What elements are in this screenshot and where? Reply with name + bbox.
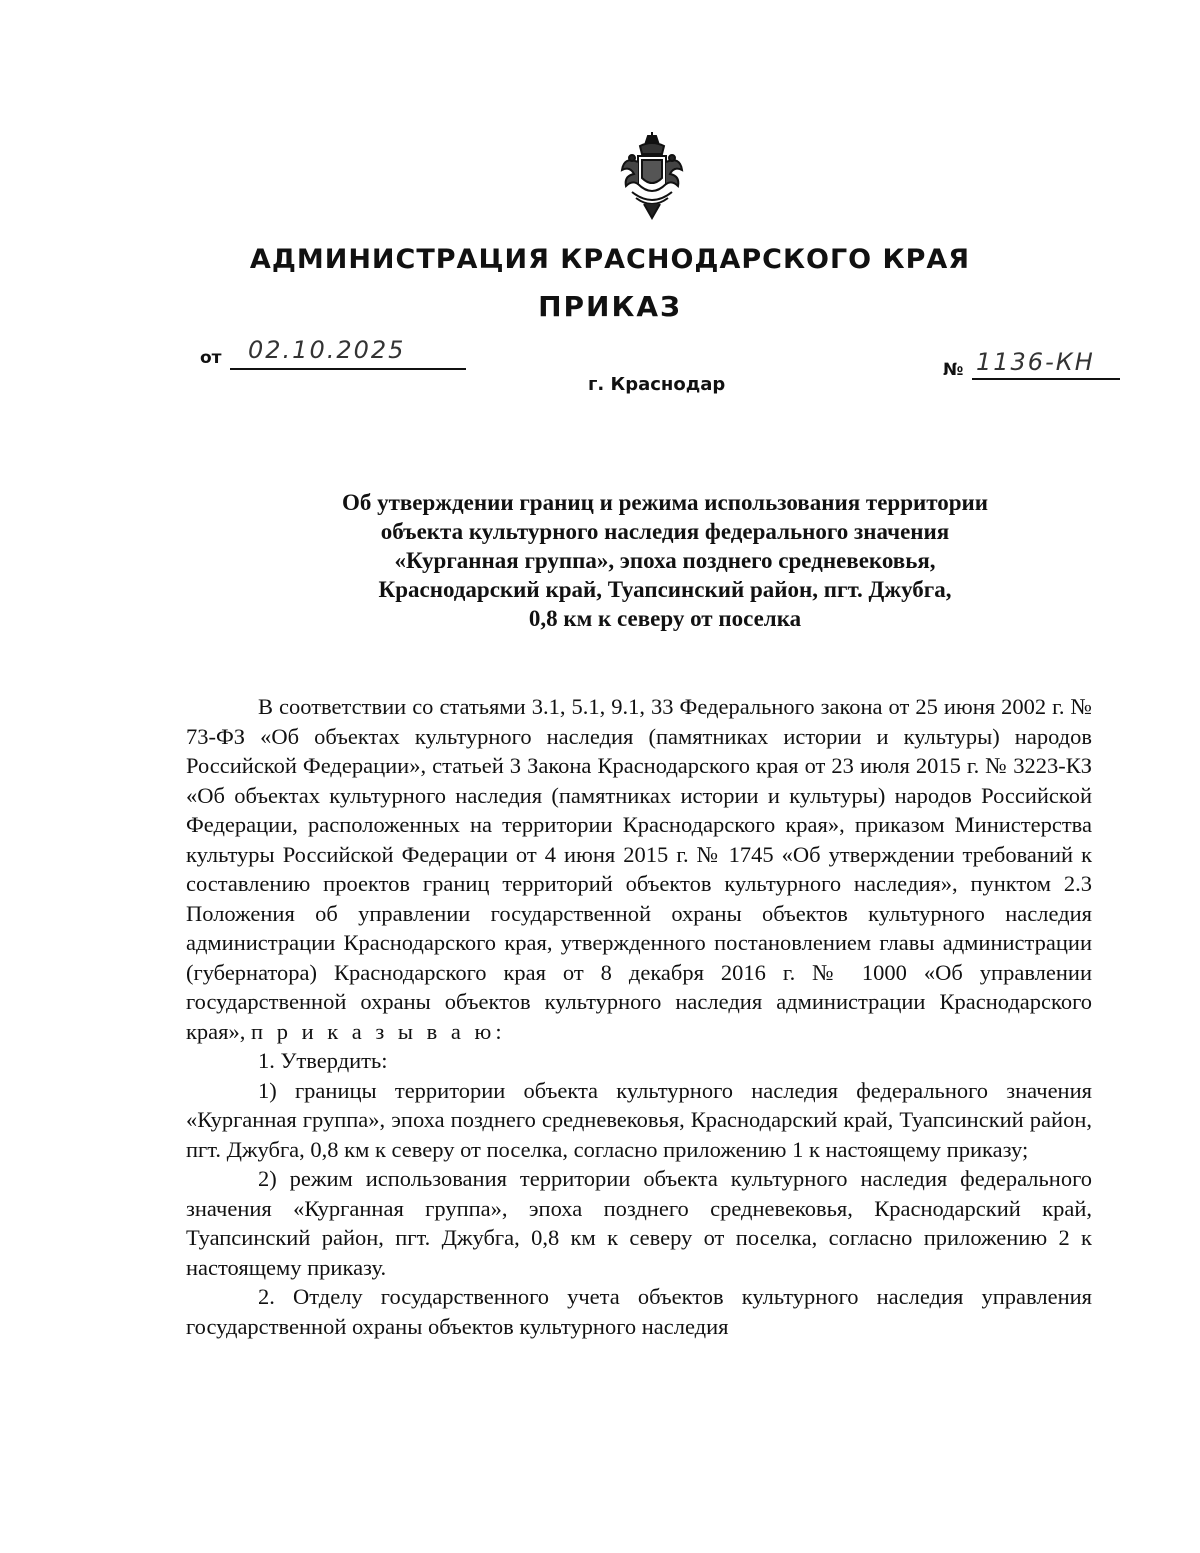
title-line: Краснодарский край, Туапсинский район, пгт. Джубга, <box>378 577 952 602</box>
date-value: 02.10.2025 <box>248 336 406 364</box>
org-name: АДМИНИСТРАЦИЯ КРАСНОДАРСКОГО КРАЯ <box>249 244 971 275</box>
title-line: объекта культурного наследия федерального значения <box>380 519 950 544</box>
preamble-paragraph <box>186 692 1092 1046</box>
title-line: Об утверждении границ и режима использования территории <box>341 490 989 515</box>
city: г. Краснодар <box>588 374 726 395</box>
item-1-2: 2) режим использования территории объекта культурного наследия федерального значения «Курганная группа», эпоха позднего средневековья, Краснодарский край, Туапсинский район, пгт. Джубга, 0,8 км к северу от поселка, согласно приложению 2 к настоящему приказу. <box>186 1166 1092 1280</box>
title-line: 0,8 км к северу от поселка <box>528 606 802 631</box>
item-2: 2. Отделу государственного учета объектов культурного наследия управления государственной охраны объектов культурного наследия <box>186 1284 1092 1339</box>
order-word: п р и к а з ы в а ю: <box>251 1018 506 1044</box>
number-prefix: № <box>943 360 964 380</box>
number-value: 1136-КН <box>976 348 1095 376</box>
title-line: «Курганная группа», эпоха позднего средневековья, <box>394 548 936 573</box>
document-body <box>186 692 1092 1341</box>
item-1-1: 1) границы территории объекта культурного наследия федерального значения «Курганная группа», эпоха позднего средневековья, Краснодарский край, Туапсинский район, пгт. Джубга, 0,8 км к северу от поселка, согласно приложению 1 к настоящему приказу; <box>186 1077 1092 1162</box>
document-type: ПРИКАЗ <box>538 290 682 323</box>
document-title <box>160 488 1170 633</box>
date-prefix: от <box>200 348 222 368</box>
date-field <box>230 336 466 370</box>
number-field <box>972 348 1120 380</box>
coat-of-arms-icon <box>618 132 686 220</box>
item-1: 1. Утвердить: <box>258 1048 388 1073</box>
preamble-text: В соответствии со статьями 3.1, 5.1, 9.1, 33 Федерального закона от 25 июня 2002 г. № 73-ФЗ «Об объектах культурного наследия (памятниках истории и культуры) народов Российской Федерации», статьей 3 Закона Краснодарского края от 23 июля 2015 г. № 3223-КЗ «Об объектах культурного наследия (памятниках истории и культуры) народов Российской Федерации, расположенных на территории Краснодарского края», приказом Министерства культуры Российской Федерации от 4 июня 2015 г. № 1745 «Об утверждении требований к составлению проектов границ территорий объектов культурного наследия», пунктом 2.3 Положения об управлении государственной охраны объектов культурного наследия администрации Краснодарского края, утвержденного постановлением главы администрации (губернатора) Краснодарского края от 8 декабря 2016 г. № 1000 «Об управлении государственной охраны объектов культурного наследия администрации Краснодарского края», <box>186 694 1092 1044</box>
